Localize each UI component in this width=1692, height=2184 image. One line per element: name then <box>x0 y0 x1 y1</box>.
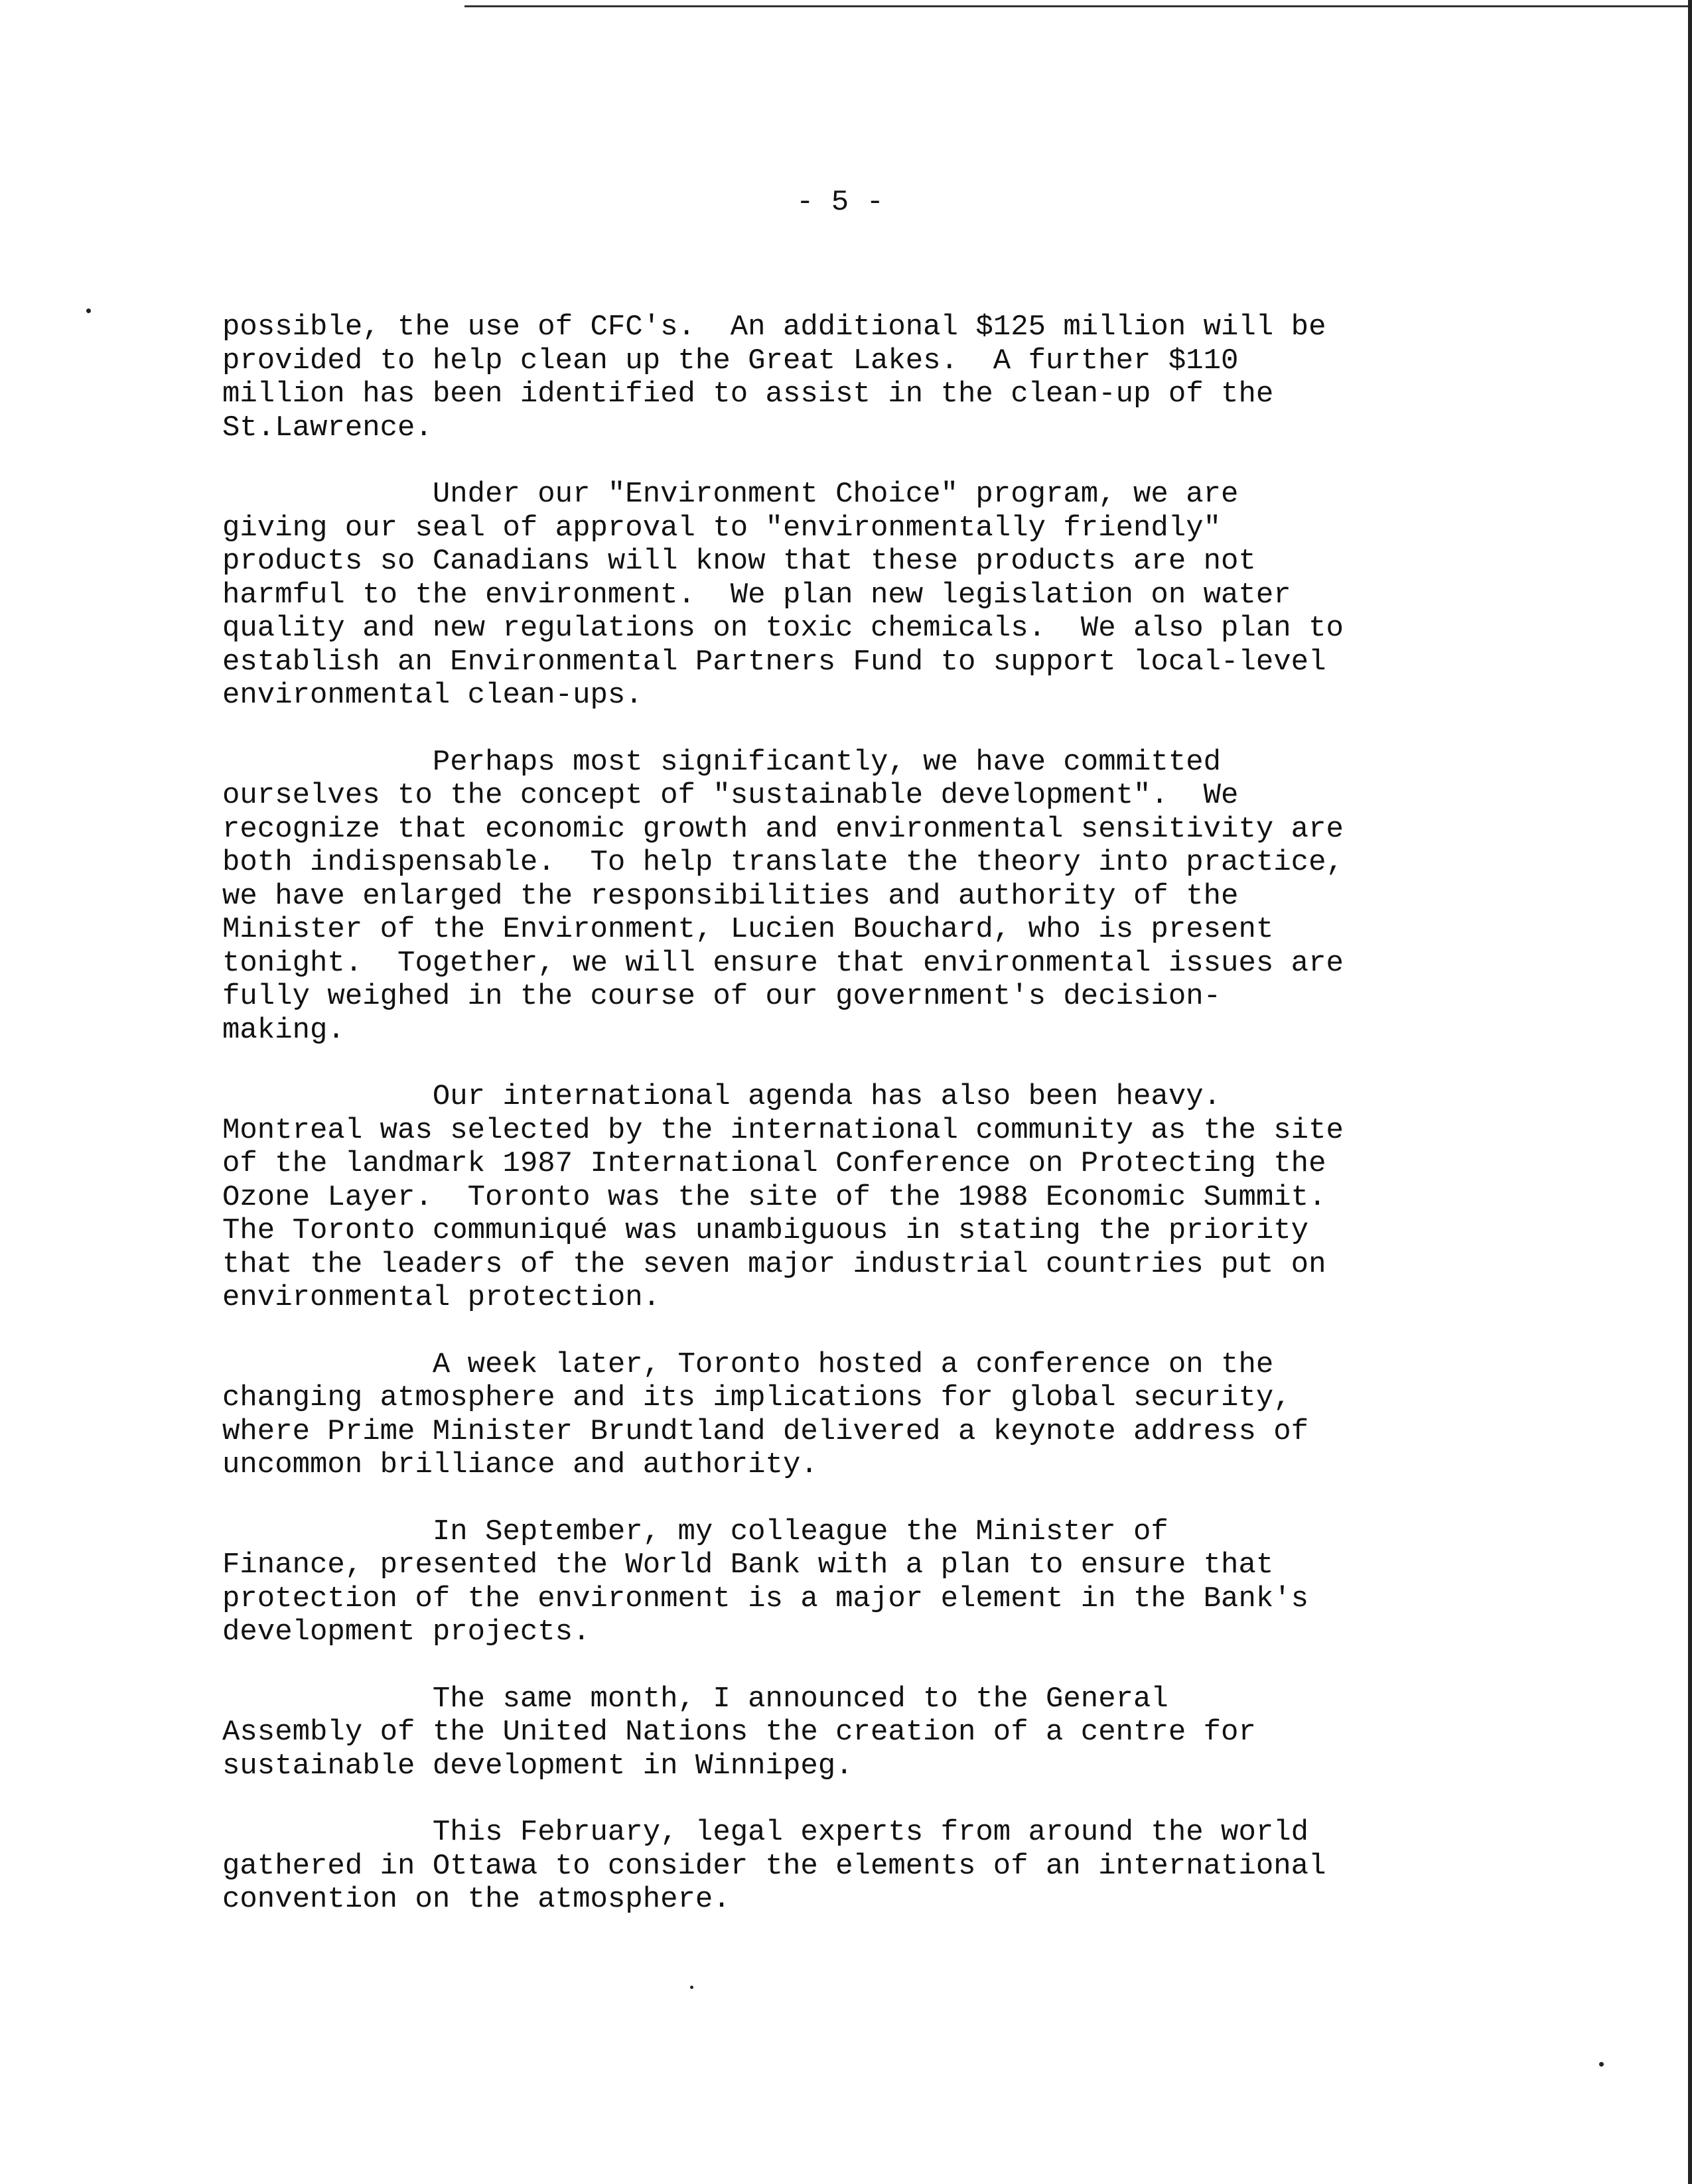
paragraph <box>222 1816 1523 1917</box>
text-line: recognize that economic growth and environmental sensitivity are <box>222 812 1344 846</box>
text-line: protection of the environment is a major element in the Bank's <box>222 1582 1309 1615</box>
scan-right-edge <box>1688 0 1692 2184</box>
text-line: A week later, Toronto hosted a conference on the <box>222 1347 1274 1381</box>
text-line: This February, legal experts from around the world <box>222 1816 1309 1849</box>
text-line: Perhaps most significantly, we have committed <box>222 745 1222 779</box>
text-line: that the leaders of the seven major industrial countries put on <box>222 1247 1326 1281</box>
text-line: uncommon brilliance and authority. <box>222 1448 818 1481</box>
text-line: In September, my colleague the Minister of <box>222 1515 1168 1548</box>
text-line: harmful to the environment. We plan new legislation on water <box>222 578 1291 612</box>
paragraph <box>222 746 1523 1048</box>
text-line: environmental protection. <box>222 1281 661 1314</box>
text-line: giving our seal of approval to "environmentally friendly" <box>222 511 1222 545</box>
scan-speck <box>86 308 91 313</box>
text-line: development projects. <box>222 1615 591 1649</box>
text-line: gathered in Ottawa to consider the elements of an international <box>222 1849 1326 1883</box>
text-line: environmental clean-ups. <box>222 679 643 712</box>
text-line: we have enlarged the responsibilities and authority of the <box>222 879 1239 913</box>
paragraph <box>222 310 1523 444</box>
text-line: Assembly of the United Nations the creation of a centre for <box>222 1716 1256 1749</box>
text-line: Finance, presented the World Bank with a plan to ensure that <box>222 1548 1274 1582</box>
text-line: provided to help clean up the Great Lakes. A further $110 <box>222 344 1239 377</box>
text-line: products so Canadians will know that these products are not <box>222 545 1256 578</box>
paragraph <box>222 1515 1523 1649</box>
paragraph <box>222 1682 1523 1783</box>
text-line: ourselves to the concept of "sustainable development". We <box>222 779 1239 812</box>
page-number: - 5 - <box>796 186 884 219</box>
text-line: establish an Environmental Partners Fund to support local-level <box>222 645 1326 679</box>
text-line: tonight. Together, we will ensure that environmental issues are <box>222 946 1344 980</box>
text-line: possible, the use of CFC's. An additional $125 million will be <box>222 310 1326 344</box>
paragraph <box>222 1080 1523 1315</box>
text-line: Ozone Layer. Toronto was the site of the 1988 Economic Summit. <box>222 1180 1326 1214</box>
body-text <box>222 310 1523 1950</box>
text-line: sustainable development in Winnipeg. <box>222 1749 853 1783</box>
text-line: Minister of the Environment, Lucien Bouchard, who is present <box>222 913 1274 946</box>
text-line: where Prime Minister Brundtland delivered a keynote address of <box>222 1414 1309 1448</box>
text-line: quality and new regulations on toxic chemicals. We also plan to <box>222 612 1344 645</box>
scan-top-edge <box>464 5 1692 7</box>
text-line: St.Lawrence. <box>222 411 433 444</box>
scan-speck <box>690 1986 693 1989</box>
text-line: both indispensable. To help translate the theory into practice, <box>222 846 1344 879</box>
paragraph <box>222 1348 1523 1482</box>
text-line: Under our "Environment Choice" program, we are <box>222 478 1239 511</box>
text-line: changing atmosphere and its implications for global security, <box>222 1381 1291 1414</box>
text-line: The same month, I announced to the General <box>222 1682 1168 1716</box>
paragraph <box>222 478 1523 713</box>
text-line: The Toronto communiqué was unambiguous in stating the priority <box>222 1214 1309 1247</box>
text-line: Montreal was selected by the international community as the site <box>222 1113 1344 1147</box>
scan-speck <box>1599 2062 1604 2067</box>
text-line: Our international agenda has also been heavy. <box>222 1080 1222 1113</box>
text-line: million has been identified to assist in the clean-up of the <box>222 377 1274 411</box>
text-line: convention on the atmosphere. <box>222 1883 731 1916</box>
text-line: of the landmark 1987 International Conference on Protecting the <box>222 1147 1326 1180</box>
text-line: making. <box>222 1013 345 1047</box>
text-line: fully weighed in the course of our government's decision- <box>222 980 1222 1013</box>
